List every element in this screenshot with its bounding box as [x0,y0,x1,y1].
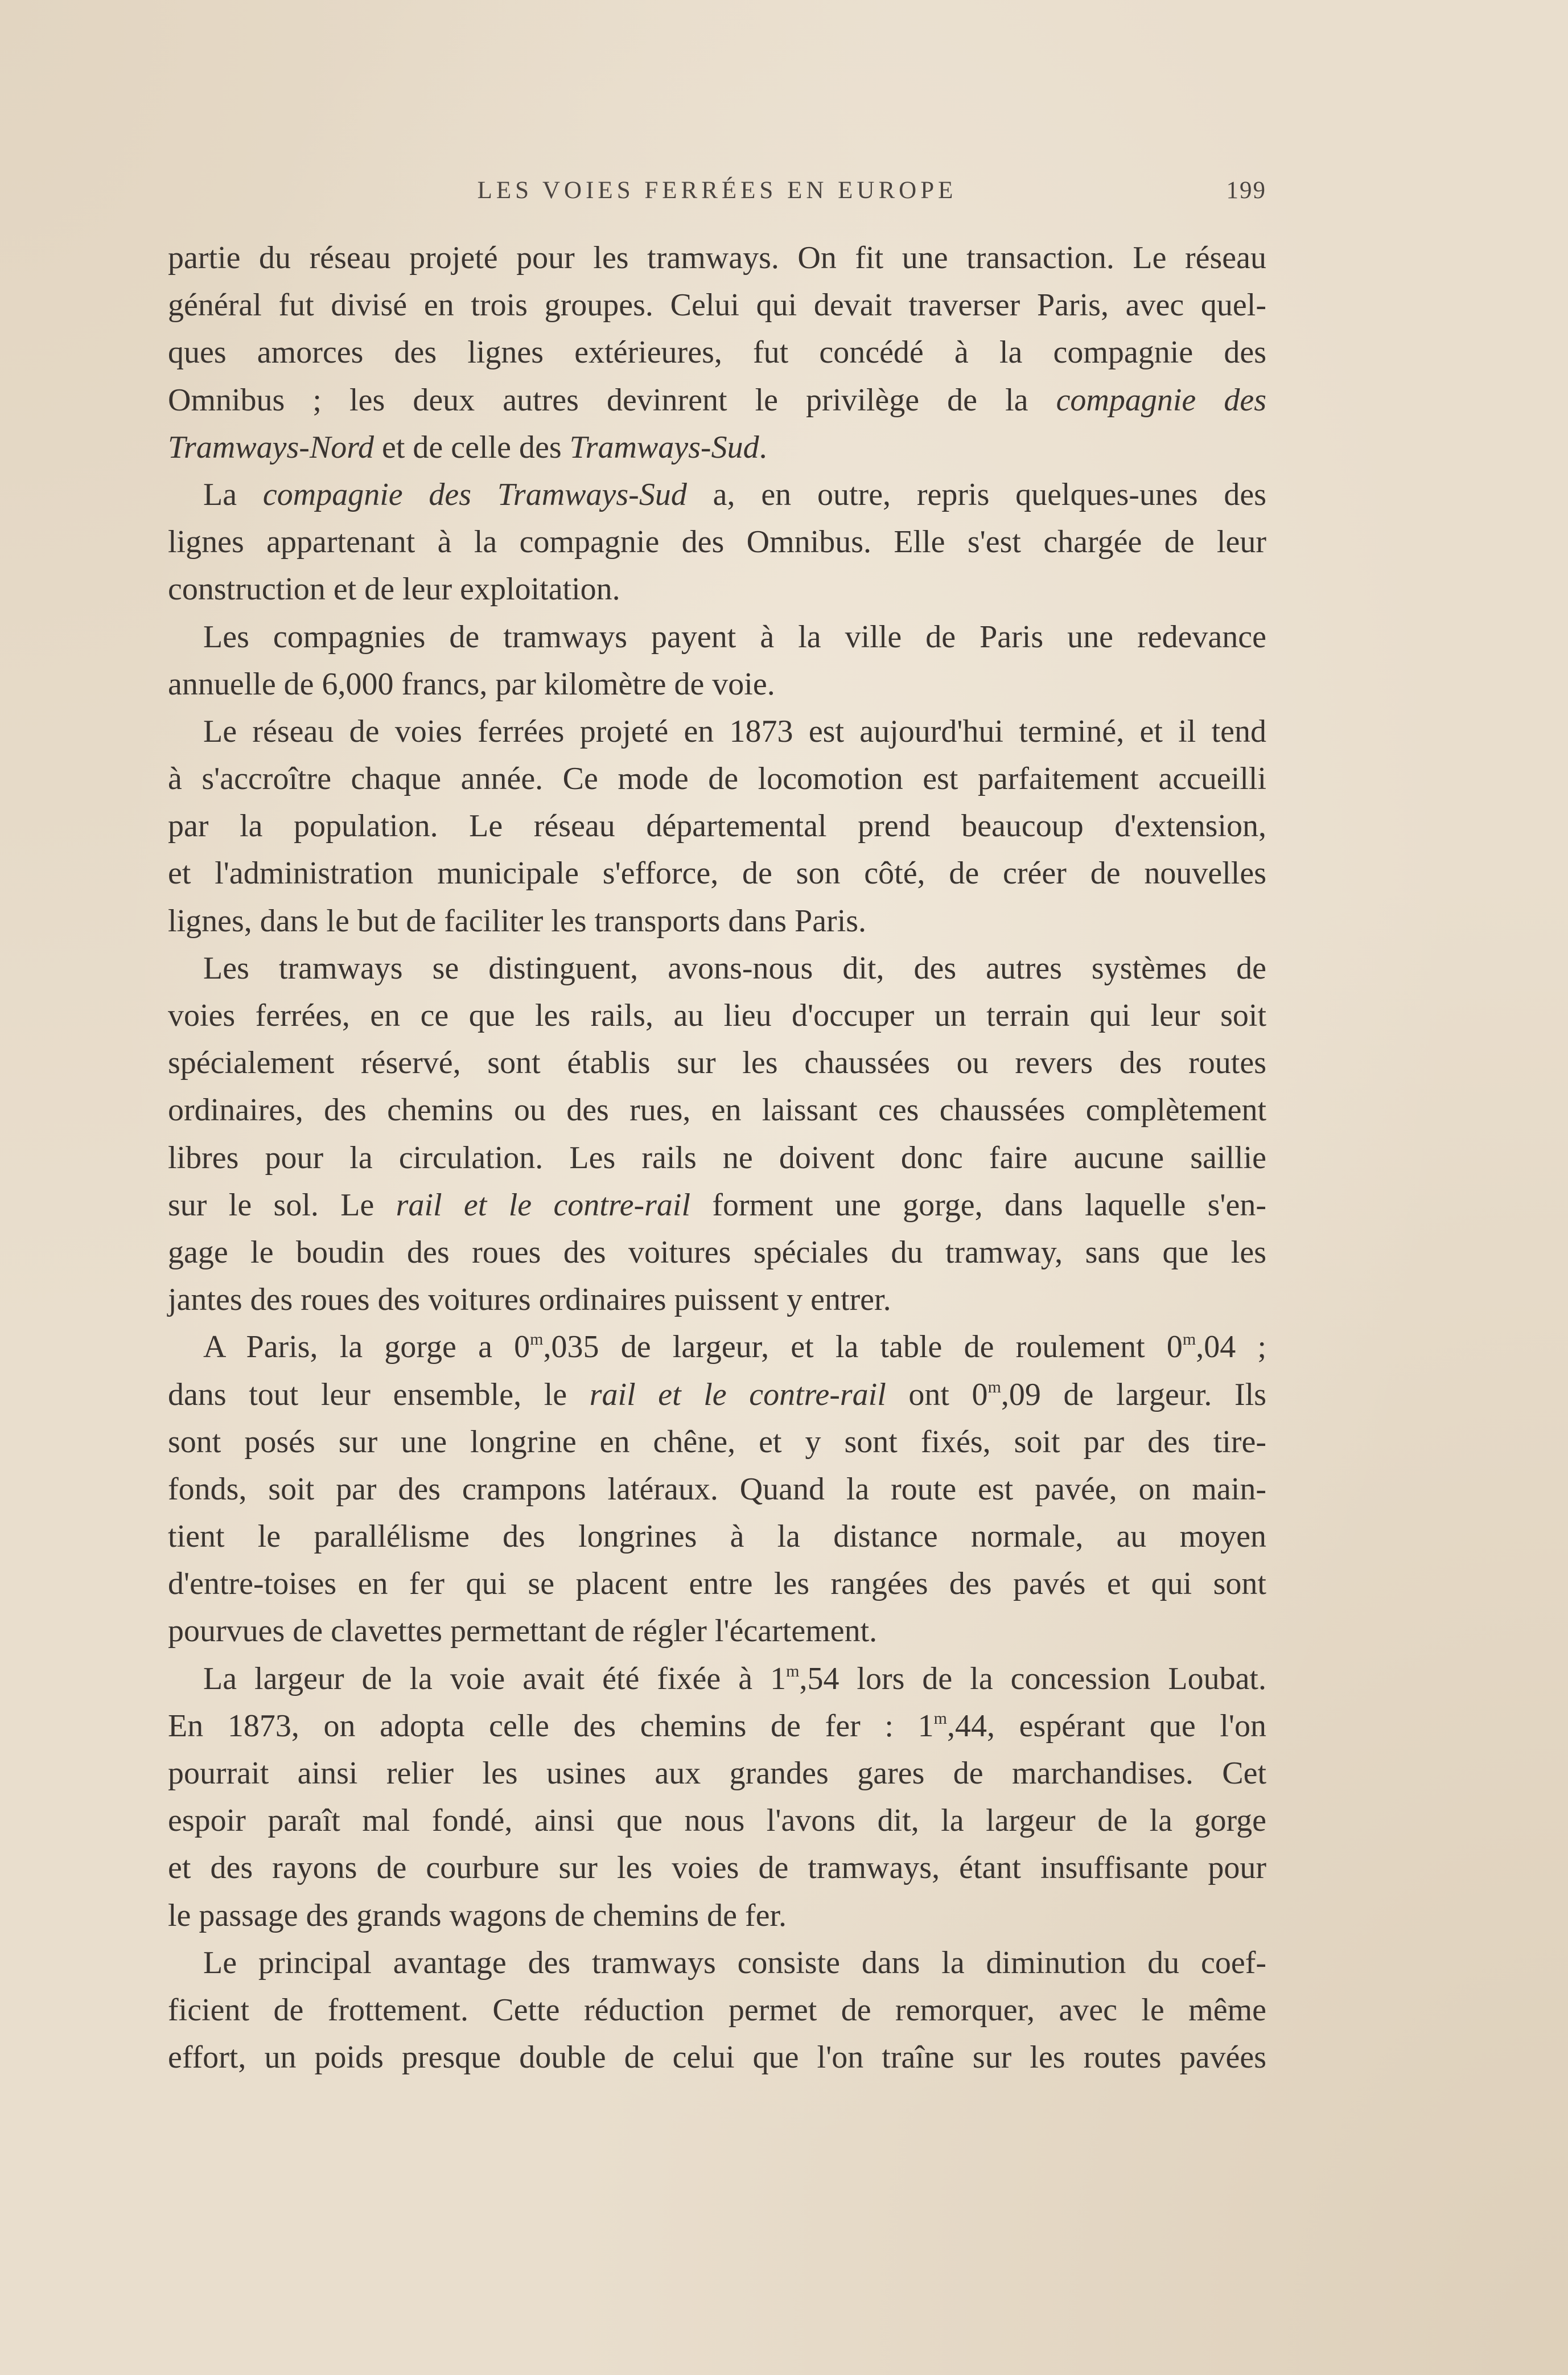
italic-run: Tramways-Sud [569,429,759,465]
text-run: La largeur de la voie avait été fixée à 1 [203,1661,787,1696]
text-run: ,54 lors de la concession Loubat. [799,1661,1266,1696]
text-line: spécialement réservé, sont établis sur les chaussées ou revers des routes [168,1045,1266,1081]
text-line: construction et de leur exploitation. [168,572,620,607]
text-run: sur le sol. Le [168,1187,396,1223]
text-line: partie du réseau projeté pour les tramways. On fit une transaction. Le réseau [168,240,1266,276]
text-line: voies ferrées, en ce que les rails, au lieu d'occuper un terrain qui leur soit [168,998,1266,1033]
text-run: A Paris, la gorge a 0 [203,1329,530,1365]
text-run: forment une gorge, dans laquelle s'en- [690,1187,1266,1223]
text-run: ont 0 [886,1376,988,1412]
text-line: ordinaires, des chemins ou des rues, en laissant ces chaussées complètement [168,1092,1266,1128]
text-line: annuelle de 6,000 francs, par kilomètre de voie. [168,666,775,702]
text-line [168,1655,1266,1703]
text-line: tient le parallélisme des longrines à la distance normale, au moyen [168,1519,1266,1555]
page-number: 199 [1226,177,1266,204]
text-line: Le principal avantage des tramways consiste dans la diminution du coef- [203,1945,1266,1980]
text-line [168,1371,1266,1419]
text-line: lignes, dans le but de faciliter les transports dans Paris. [168,903,867,939]
text-run: et de celle des [374,429,570,465]
text-run: En 1873, on adopta celle des chemins de fer : 1 [168,1708,934,1744]
text-line [168,1182,1266,1229]
text-line: fonds, soit par des crampons latéraux. Quand la route est pavée, on main- [168,1471,1266,1507]
text-line: Les compagnies de tramways payent à la ville de Paris une redevance [203,619,1266,655]
text-line: lignes appartenant à la compagnie des Omnibus. Elle s'est chargée de leur [168,524,1266,560]
text-line [168,424,1266,471]
text-run: ,44, espérant que l'on [946,1708,1267,1744]
text-line: général fut divisé en trois groupes. Celui qui devait traverser Paris, avec quel- [168,287,1266,323]
italic-run: rail et le contre-rail [589,1376,886,1412]
unit-superscript: m [786,1661,800,1680]
text-line: ficient de frottement. Cette réduction permet de remorquer, avec le même [168,1992,1266,2028]
text-line: Le réseau de voies ferrées projeté en 1873 est aujourd'hui terminé, et il tend [203,713,1266,749]
text-run: a, en outre, repris quelques-unes des [686,476,1267,512]
text-run: . [759,429,767,465]
running-title: LES VOIES FERRÉES EN EUROPE [477,177,957,204]
text-line: Les tramways se distinguent, avons-nous dit, des autres systèmes de [203,950,1266,986]
text-line: et des rayons de courbure sur les voies de tramways, étant insuffisante pour [168,1850,1266,1886]
text-line: à s'accroître chaque année. Ce mode de locomotion est parfaitement accueilli [168,761,1266,797]
text-line: jantes des roues des voitures ordinaires puissent y entrer. [168,1282,891,1318]
text-line: effort, un poids presque double de celui que l'on traîne sur les routes pavées [168,2040,1266,2076]
text-line [168,471,1266,519]
text-line [168,1324,1266,1371]
text-line: d'entre-toises en fer qui se placent entre les rangées des pavés et qui sont [168,1566,1266,1602]
text-line: pourvues de clavettes permettant de régler l'écartement. [168,1613,878,1649]
italic-run: compagnie des [1056,382,1266,418]
text-line: espoir paraît mal fondé, ainsi que nous l'avons dit, la largeur de la gorge [168,1803,1266,1839]
text-run: dans tout leur ensemble, le [168,1376,590,1412]
text-line [168,1703,1266,1750]
text-run: La [203,476,263,512]
text-run: ,035 de largeur, et la table de roulement 0 [543,1329,1183,1365]
text-line: sont posés sur une longrine en chêne, et y sont fixés, soit par des tire- [168,1424,1266,1460]
text-run: ,09 de largeur. Ils [1001,1376,1267,1412]
unit-superscript: m [530,1330,544,1349]
unit-superscript: m [1182,1330,1196,1349]
text-line: et l'administration municipale s'efforce, de son côté, de créer de nouvelles [168,856,1266,891]
italic-run: rail et le contre-rail [396,1187,690,1223]
body-text [168,235,1266,2081]
italic-run: compagnie des Tramways-Sud [262,476,687,512]
text-line: gage le boudin des roues des voitures spéciales du tramway, sans que les [168,1234,1266,1270]
unit-superscript: m [987,1377,1001,1396]
text-line: libres pour la circulation. Les rails ne doivent donc faire aucune saillie [168,1140,1266,1176]
italic-run: Tramways-Nord [168,429,374,465]
text-run: ,04 ; [1196,1329,1267,1365]
text-line: par la population. Le réseau départemental prend beaucoup d'extension, [168,808,1266,844]
text-line: ques amorces des lignes extérieures, fut concédé à la compagnie des [168,335,1266,371]
text-line [168,377,1266,424]
unit-superscript: m [933,1708,947,1728]
text-line: le passage des grands wagons de chemins de fer. [168,1897,787,1933]
text-run: Omnibus ; les deux autres devinrent le privilège de la [168,382,1056,418]
running-head [168,176,1266,216]
text-line: pourrait ainsi relier les usines aux grandes gares de marchandises. Cet [168,1756,1266,1791]
